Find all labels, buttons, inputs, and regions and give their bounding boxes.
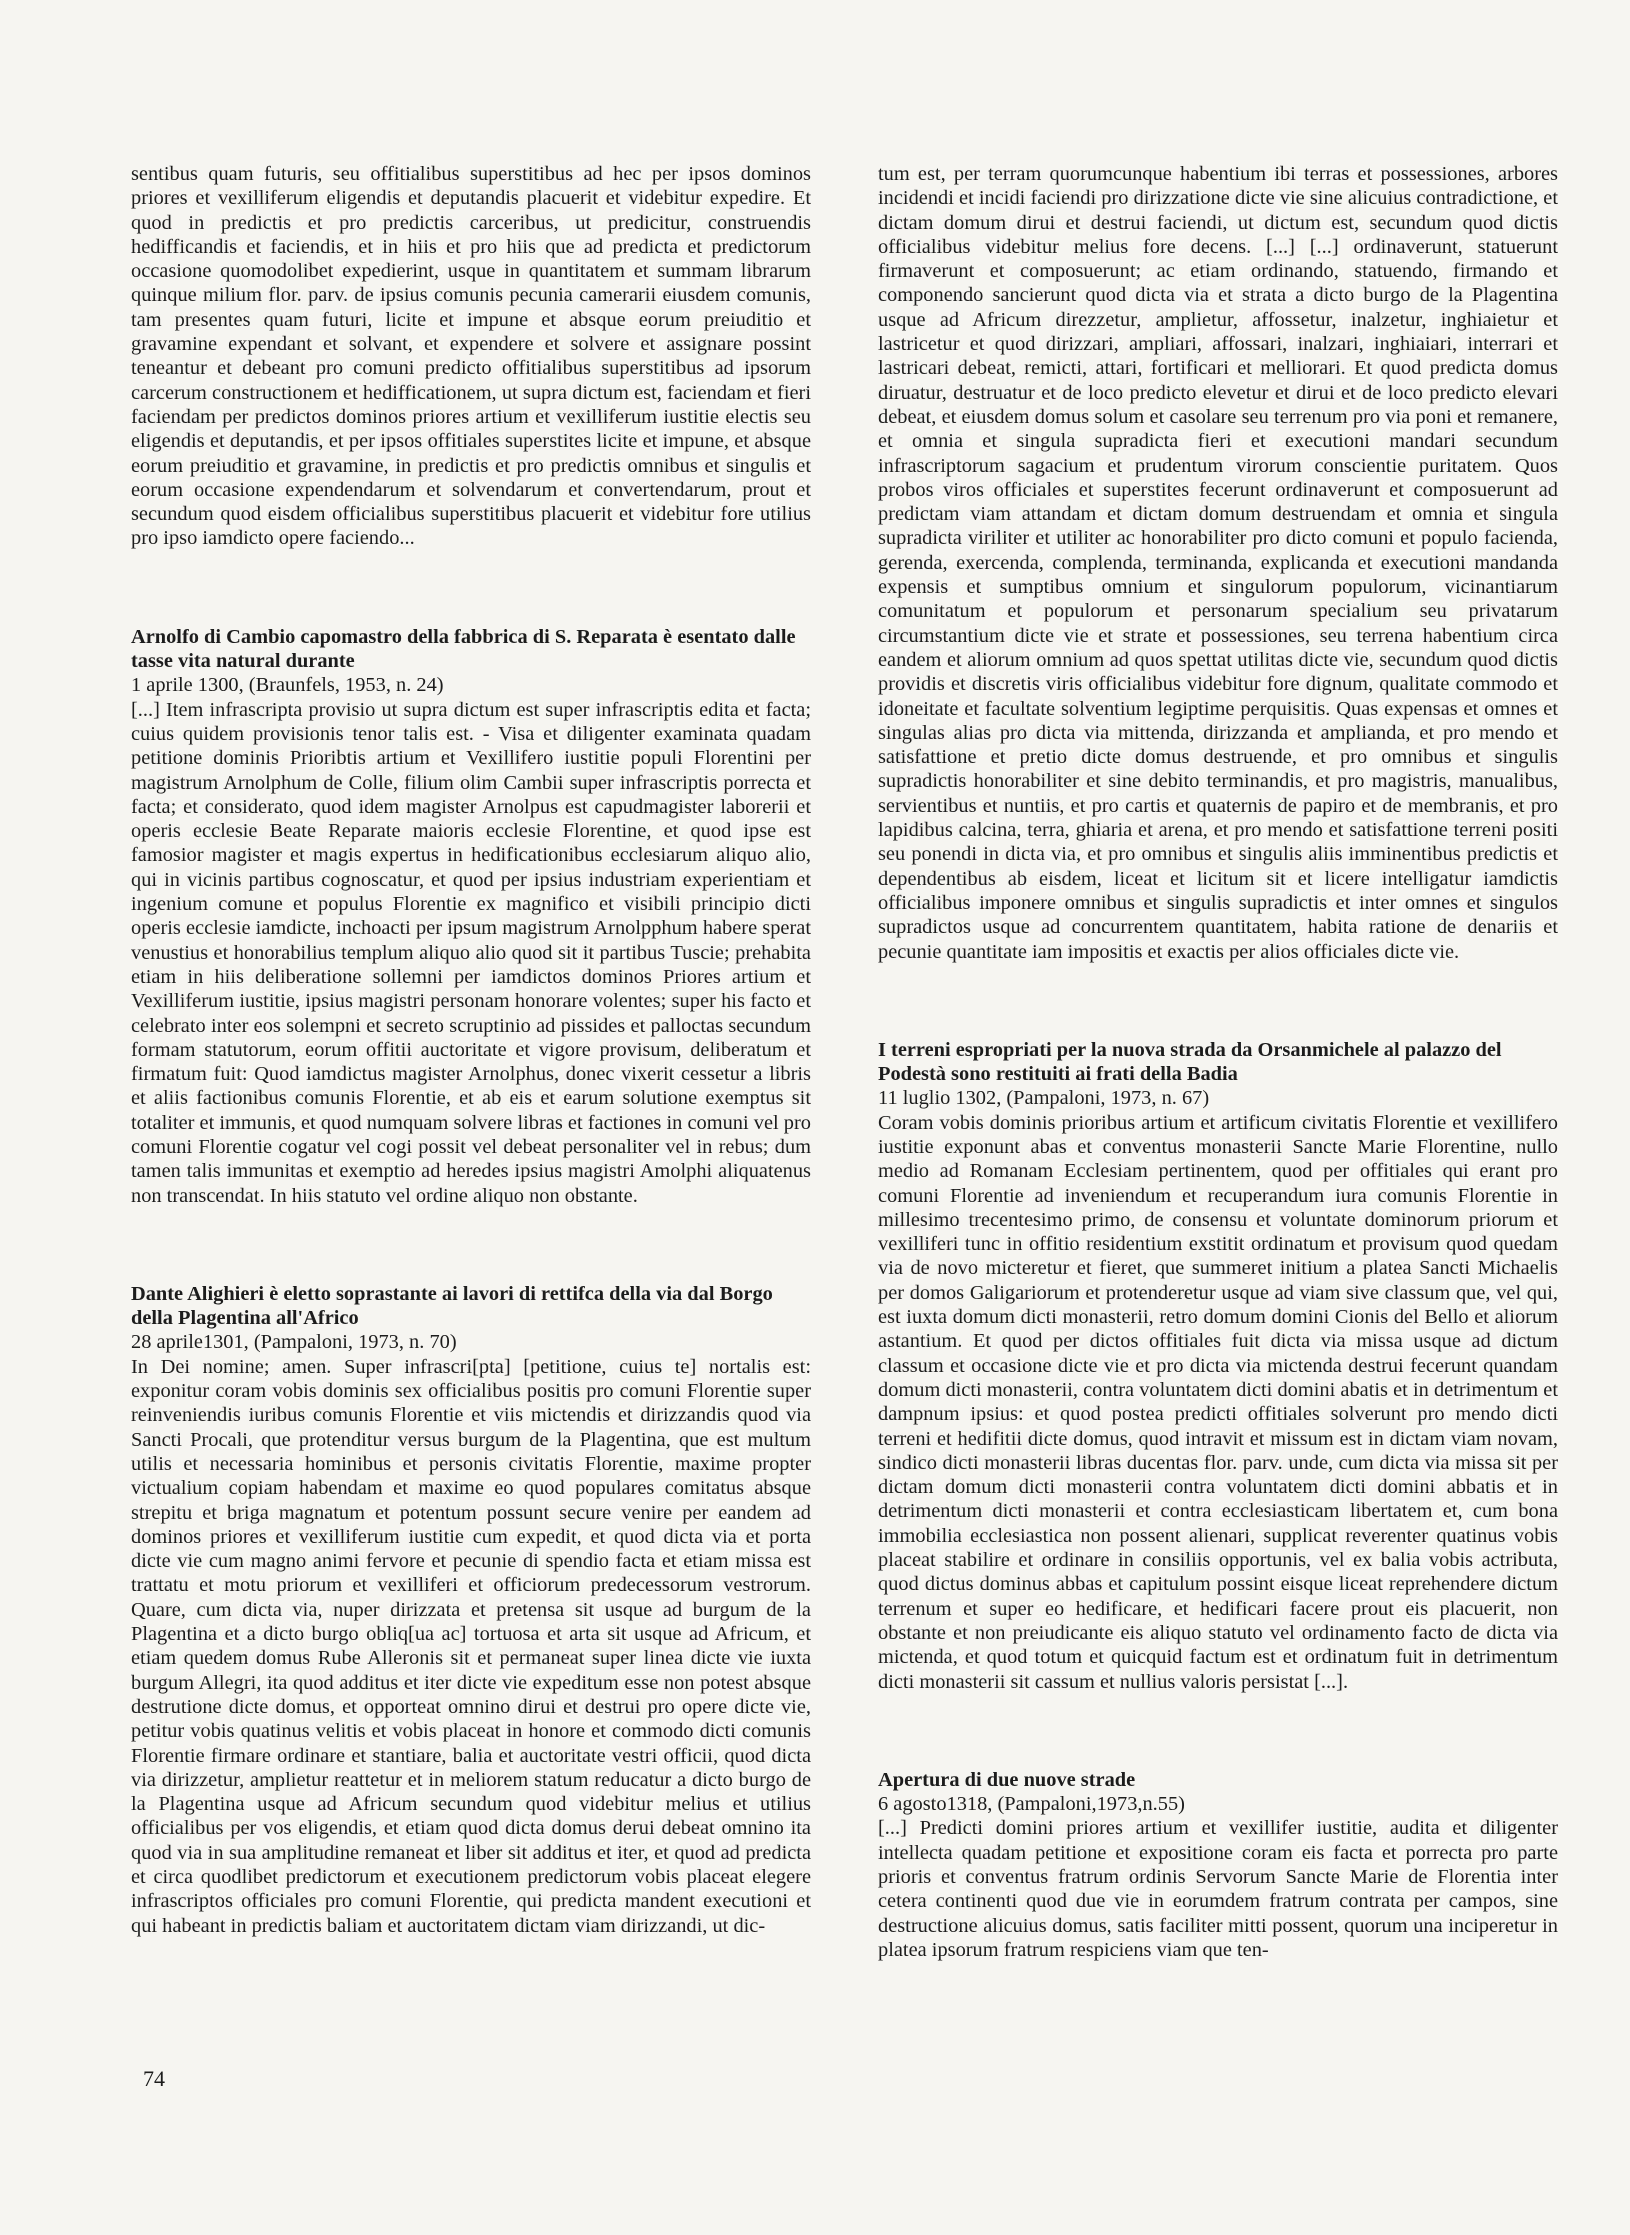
section-body: [...] Item infrascripta provisio ut supra dictum est super infrascriptis edita et facta; cuius quidem provisionis tenor talis est. - Visa et diligenter examinata quadam petitione dominis Prioribtis artium et Vexillifero iustitie populi Florentini per magistrum Arnolphum de Colle, filium olim Cambii super infrascriptis porrecta et facta; et considerato, quod idem magister Arnolpus est capudmagister laborerii et operis ecclesie Beate Reparate maioris ecclesie Florentine, et quod ipse est famosior magister et magis expertus in hedificationibus ecclesiarum aliquo alio, qui in vicinis partibus cognoscatur, et quod per ipsius industriam experientiam et ingenium comune et populus Florentie ex magnifico et visibili principio dicti operis ecclesie iamdicte, inchoacti per ipsum magistrum Arnolpphum habere sperat venustius et honorabilius templum aliquo alio quod sit it partibus Tuscie; prehabita etiam in hiis deliberatione sollemni per iamdictos dominos Priores artium et Vexilliferum iustitie, ipsius magistri personam honorare volentes; super his facto et celebrato inter eos solempni et secreto scruptinio ad pissides et palloctas secundum formam statutorum, eorum offitii auctoritate et vigore provisum, deliberatum et firmatum fuit: Quod iamdictus magister Arnolphus, donec vixerit cessetur a libris et aliis factionibus comunis Florentie, et ab eis et earum solutione exemptus sit totaliter et immunis, et quod numquam solvere libras et factiones in comuni vel pro comuni Florentie cogatur vel cogi possit vel debeat personaliter vel in rebus; dum tamen talis immunitas et exemptio ad heredes ipsius magistri Amolphi aliquatenus non transcendat. In hiis statuto vel ordine aliquo non obstante. xyxy=(131,698,811,1207)
section-arnolfo xyxy=(131,625,811,1208)
section-heading: I terreni espropriati per la nuova strada da Orsanmichele al palazzo del Podestà sono restituiti ai frati della Badia xyxy=(878,1038,1502,1086)
section-body: [...] Predicti domini priores artium et vexillifer iustitie, audita et diligenter intellecta quadam petitione et expositione coram eis facta et porrecta pro parte prioris et conventus fratrum ordinis Servorum Sancte Marie de Florentia inter cetera continenti quod due vie in eorumdem fratrum contrata per campos, sine destructione alicuius domus, satis faciliter mitti possent, quorum una inciperetur in platea ipsorum fratrum respiciens viam que ten- xyxy=(878,1817,1558,1961)
section-body: In Dei nomine; amen. Super infrascri[pta] [petitione, cuius te] nortalis est: exponitur coram vobis dominis sex officialibus positis pro comuni Florentie super reinveniendis iuribus comunis Florentie et viis mictendis et dirizzandis quod via Sancti Procali, que protenditur versus burgum de la Plagentina, que est multum utilis et necessaria hominibus et personis civitatis Florentie, maxime propter victualium copiam habendam et maxime eo quod populares comitatus absque strepitu et briga magnatum et potentum possunt secure venire per eandem ad dominos priores et vexilliferum iustitie cum expedit, et quod dicta via et porta dicte vie cum magno animi fervore et pecunie di spendio facta et etiam missa est trattatu et motu priorum et vexilliferi et officiorum predecessorum vestrorum. Quare, cum dicta via, nuper dirizzata et pretensa sit usque ad burgum de la Plagentina et a dicto burgo obliq[ua ac] tortuosa et arta sit usque ad Africum, et etiam quedem domus Rube Alleronis sit et permaneat super linea dicte vie iuxta burgum Allegri, ita quod additus et iter dicte vie expeditum esse non potest absque destrutione dicte domus, et opporteat omnino dirui et destrui pro opere dicte vie, petitur vobis quatinus velitis et vobis placeat in honore et commodo dicti comunis Florentie firmare ordinare et stantiare, balia et auctoritate vestri officii, quod dicta via dirizzetur, amplietur reattetur et in meliorem statum reducatur a dicto burgo de la Plagentina usque ad Africum secundum quod videbitur melius et utilius officialibus per vos eligendis, et etiam quod dicta domus derui debeat omnino ita quod via in sua amplitudine remaneat et liber sit additus et iter, et quod ad predicta et circa quodlibet predictorum et executionem predictorum vobis placeat elegere infrascriptos officiales pro comuni Florentie, qui predicta mandent executioni et qui habeant in predictis baliam et auctoritatem dictam viam dirizzandi, ut dic- xyxy=(131,1355,811,1937)
left-column xyxy=(131,162,811,1938)
section-source: 1 aprile 1300, (Braunfels, 1953, n. 24) xyxy=(131,674,444,697)
section-source: 6 agosto1318, (Pampaloni,1973,n.55) xyxy=(878,1793,1185,1816)
section-terreni xyxy=(878,1038,1558,1694)
section-heading: Apertura di due nuove strade xyxy=(878,1768,1136,1791)
right-intro-text: tum est, per terram quorumcunque habentium ibi terras et possessiones, arbores incidendi et incidi faciendi pro dirizzatione dicte vie sine alicuius contradictione, et dictam domum dirui et destrui faciendi, ut dictum est, secundum quod dictis officialibus videbitur melius fore decens. [...] [...] ordinaverunt, statuerunt firmaverunt et composuerunt; ac etiam ordinando, statuendo, firmando et componendo sancierunt quod dicta via et strata a dicto burgo de la Plagentina usque ad Africum direzzetur, amplietur, affossetur, inalzetur, inghiaietur et lastricetur et quod dirizzari, ampliari, affossari, inalzari, inghiaiari, interrari et lastricari debeat, remicti, attari, fortificari et melliorari. Et quod predicta domus diruatur, destruatur et de loco predicto elevetur et dirui et de loco predicto elevari debeat, et eiusdem domus solum et casolare seu terrenum pro via poni et remanere, et omnia et singula supradicta fieri et executioni mandari secundum infrascriptorum sagacium et prudentum virorum conscientie puritatem. Quos probos viros officiales et superstites fecerunt ordinaverunt et composuerunt ad predictam viam attandam et dictam domum destruendam et omnia et singula supradicta viriliter et utiliter ac honorabiliter pro dicto comuni et populo facienda, gerenda, exercenda, complenda, terminanda, explicanda et executioni mandanda expensis et sumptibus omnium et singulorum populorum, vicinantiarum comunitatum et populorum et personarum specialium seu privatarum circumstantium dicte vie et strate et possessiones, seu terrena habentium circa eandem et aliorum omnium ad quos spettat utilitas dicte vie, secundum quod dictis providis et discretis viris officialibus videbitur fore dignum, qualitate commodo et idoneitate et facultate solventium legiptime perquisitis. Quas expensas et omnes et singulas alias pro dicta via mittenda, dirizzanda et amplianda, et pro mendo et satisfattione et pretio dicte domus destruende, et pro omnibus et singulis supradictis honorabiliter et sine debito terminandis, et pro magistris, manualibus, servientibus et nuntiis, et pro cartis et quaternis de papiro et de membranis, et pro lapidibus calcina, terra, ghiaria et arena, et pro mendo et satisfattione terreni positi seu ponendi in dicta via, et pro omnibus et singulis aliis imminentibus predictis et dependentibus ab eisdem, liceat et licitum sit et licere intelligatur iamdictis officialibus imponere omnibus et singulis supradictis et inter omnes et singulos supradictos usque ad concurrentem quantitatem, habita ratione de denariis et pecunie quantitate iam impositis et exactis per alios officiales dicte vie. xyxy=(878,163,1558,963)
section-source: 11 luglio 1302, (Pampaloni, 1973, n. 67) xyxy=(878,1087,1210,1110)
section-dante xyxy=(131,1282,811,1938)
right-column xyxy=(878,162,1558,1962)
section-apertura xyxy=(878,1768,1558,1962)
section-heading: Arnolfo di Cambio capomastro della fabbrica di S. Reparata è esentato dalle tasse vita natural durante xyxy=(131,625,796,673)
page-number: 74 xyxy=(143,2066,165,2091)
left-intro-text: sentibus quam futuris, seu offitialibus superstitibus ad hec per ipsos dominos priores et vexilliferum eligendis et deputandis placuerit et videbitur expedire. Et quod in predictis et pro predictis carceribus, ut predicitur, construendis hedifficandis et faciendis, et in hiis et pro hiis que ad predicta et predictorum occasione quomodolibet expedierint, usque in quantitatem et summam librarum quinque milium flor. parv. de ipsius comunis pecunia camerarii eiusdem comunis, tam presentes quam futuri, licite et impune et absque eorum preiuditio et gravamine expendant et solvant, et expendere et solvere et assignare possint teneantur et debeant pro comuni predicto offitialibus superstitibus ad ipsorum carcerum constructionem et hedifficationem, ut supra dictum est, faciendam et fieri faciendam per predictos dominos priores artium et vexilliferum iustitie electis seu eligendis et deputandis, et per ipsos offitiales superstites licite et impune, et absque eorum preiuditio et gravamine, in predictis et pro predictis omnibus et singulis et eorum occasione expendendarum et solvendarum et convertendarum, prout et secundum quod eisdem officialibus superstitibus placuerit et videbitur fore utilius pro ipso iamdicto opere faciendo... xyxy=(131,163,811,550)
section-source: 28 aprile1301, (Pampaloni, 1973, n. 70) xyxy=(131,1331,457,1354)
section-body: Coram vobis dominis prioribus artium et artificum civitatis Florentie et vexillifero iustitie exponunt abas et conventus monasterii Sancte Marie Florentine, nullo medio ad Romanam Ecclesiam pertinentem, quod per offitiales qui erant pro comuni Florentie ad inveniendum et recuperandum iura comunis Florentie in millesimo trecentesimo primo, de consensu et voluntate dominorum priorum et vexilliferi tunc in offitio residentium exstitit ordinatum et provisum quod quedam via de novo micteretur et fieret, que summeret initium a platea Sancti Michaelis per domos Galigariorum et protenderetur usque ad viam sive classum que, vel qui, est iuxta domum dicti monasterii, retro domum domini Cionis del Bello et aliorum astantium. Et quod per dictos offitiales fuit dicta via missa usque ad dictum classum et occasione dicte vie et pro dicta via mictenda destrui fecerunt quandam domum dicti monasterii, contra voluntatem dicti domini abatis et in detrimentum et dampnum ipsius: et quod postea predicti offitiales solverunt pro mendo dicti terreni et hedifitii dicte domus, quod intravit et missum est in dictam viam novam, sindico dicti monasterii libras ducentas flor. parv. unde, cum dicta via missa sit per dictam domum dicti monasterii contra voluntatem dicti domini abbatis et in detrimentum dicti monasterii et contra ecclesiasticam libertatem et, cum bona immobilia ecclesiastica non possent alienari, supplicat reverenter quatinus vobis placeat stabilire et ordinare in consiliis opportunis, vel ex balia vobis actributa, quod dictus dominus abbas et capitulum possint eisque liceat reprehendere dictum terrenum et super eo hedificare, et hedificari facere prout eis placuerit, non obstante et non preiudicante eis aliquo statuto vel ordinamento facto de dicta via mictenda, et quod totum et quicquid factum est et ordinatum fuit in detrimentum dicti monasterii sit cassum et nullius valoris persistat [...]. xyxy=(878,1111,1558,1693)
section-heading: Dante Alighieri è eletto soprastante ai lavori di rettifca della via dal Borgo della Plagentina all'Africo xyxy=(131,1282,773,1330)
